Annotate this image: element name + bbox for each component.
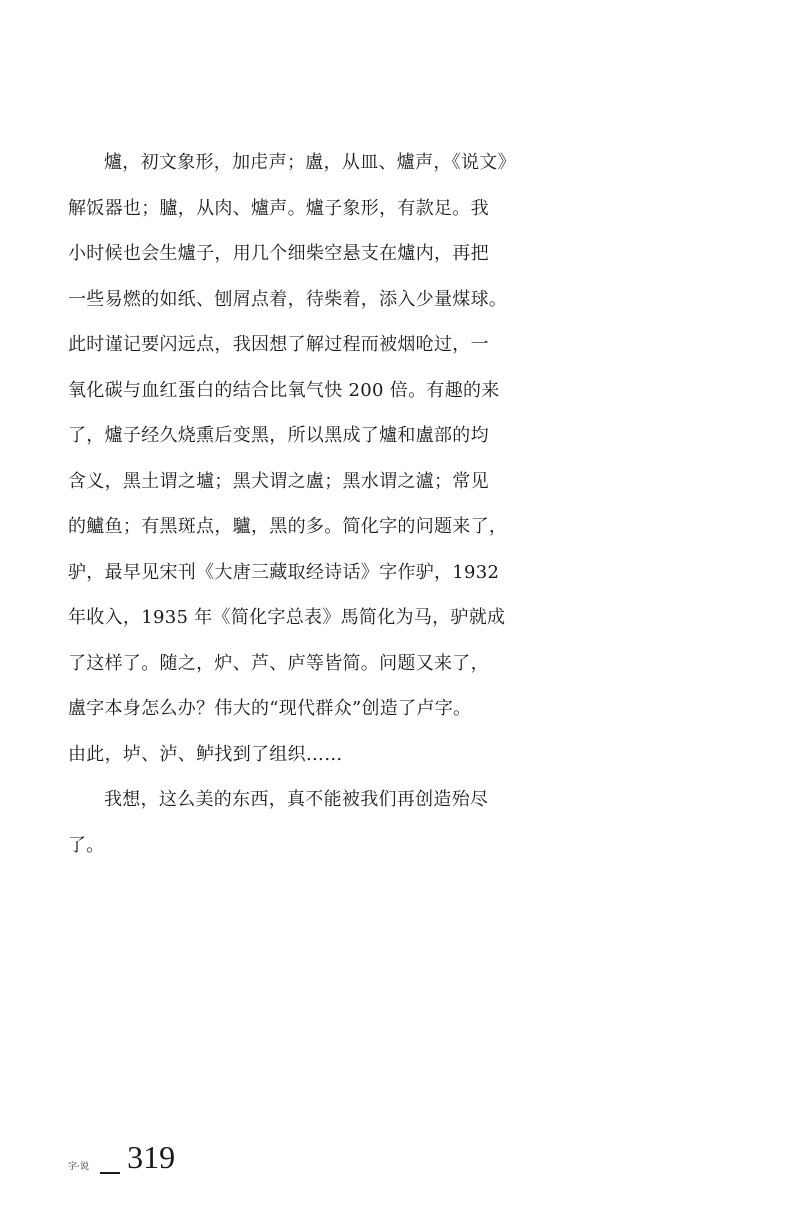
body-text [68,140,516,868]
text-line-9: 的鱸鱼；有黑斑点，驢，黑的多。简化字的问题来了， [68,516,508,537]
text-line-6: 氧化碳与血红蛋白的结合比氧气快 200 倍。有趣的来 [68,379,500,401]
page-number: 319 [127,1139,176,1175]
text-line-1: 爐，初文象形，加虍声；盧，从皿、爐声，《说文》 [104,152,516,173]
text-line-7: 了，爐子经久烧熏后变黑，所以黑成了爐和盧部的均 [68,425,489,446]
text-line-16: 了。 [68,834,105,856]
text-line-3: 小时候也会生爐子，用几个细柴空悬支在爐内，再把 [68,243,489,264]
page-footer [68,1140,175,1190]
text-line-13: 盧字本身怎么办？伟大的“现代群众”创造了卢字。 [68,698,472,719]
text-line-15: 我想，这么美的东西，真不能被我们再创造殆尽 [104,789,489,810]
footer-book-title: 字·说 [68,1162,89,1172]
text-line-14: 由此，垆、泸、鲈找到了组织…… [68,743,343,765]
footer-rule [100,1142,120,1174]
text-line-2: 解饭器也；臚，从肉、爐声。爐子象形，有款足。我 [68,197,489,219]
text-line-5: 此时谨记要闪远点，我因想了解过程而被烟呛过，一 [68,334,489,355]
text-line-8: 含义，黑土谓之壚；黑犬谓之盧；黑水谓之瀘；常见 [68,470,489,492]
text-line-4: 一些易燃的如纸、刨屑点着，待柴着，添入少量煤球。 [68,288,508,310]
text-line-12: 了这样了。随之，炉、芦、庐等皆简。问题又来了， [68,652,489,674]
text-line-10: 驴，最早见宋刊《大唐三藏取经诗话》字作驴，1932 [68,561,500,583]
text-line-11: 年收入，1935 年《简化字总表》馬简化为马，驴就成 [68,607,506,628]
